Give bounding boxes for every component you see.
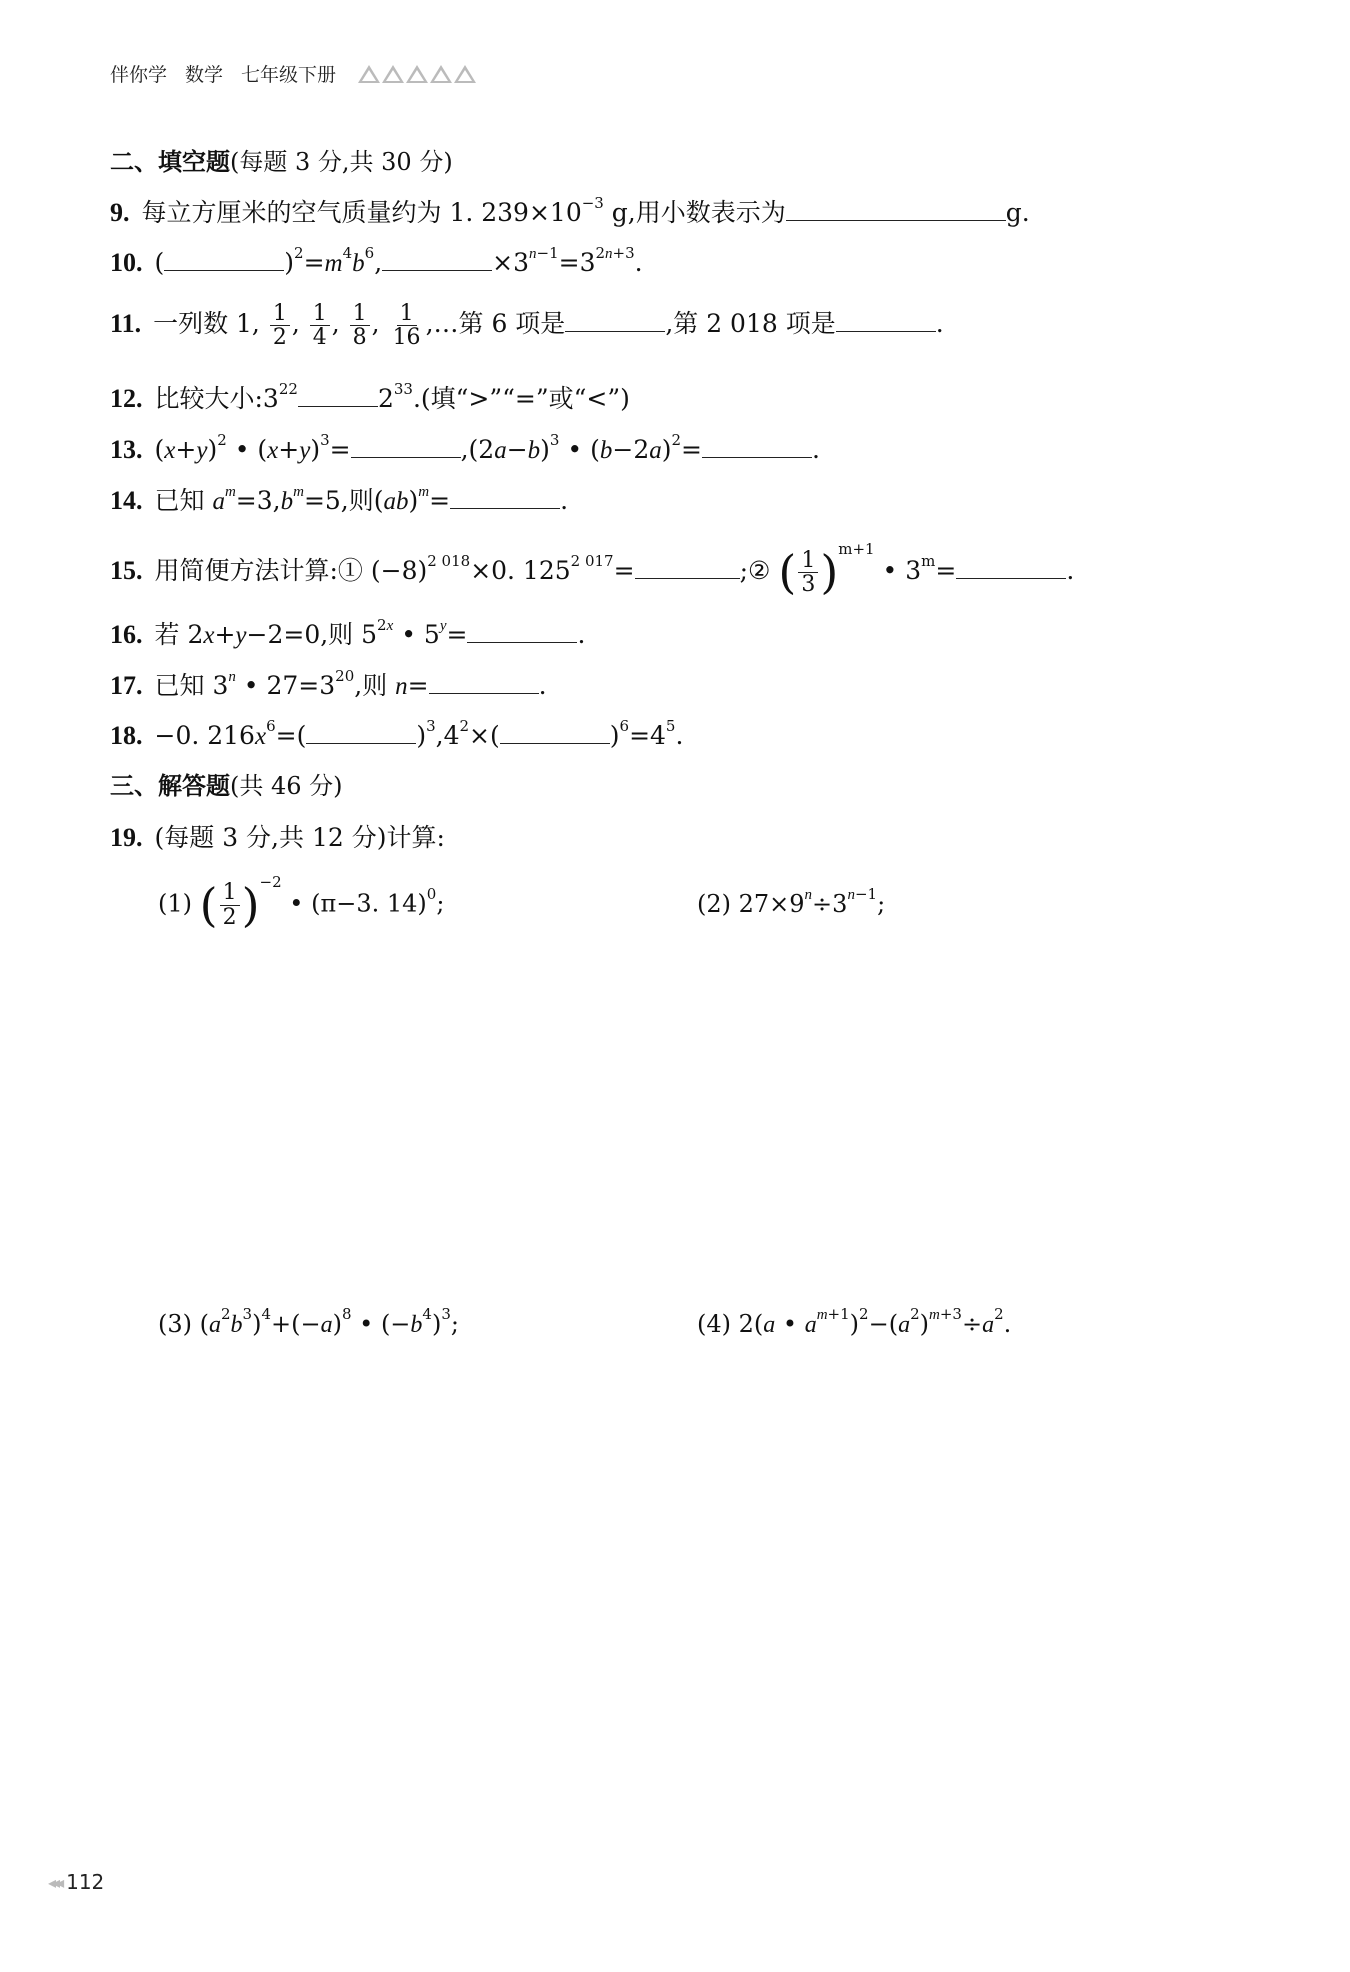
triangle-icon xyxy=(454,65,476,83)
page-number: 112 xyxy=(66,1870,105,1894)
question-18: 18. −0. $216x^6=$( )$^3,4^2\times$( )$^6=4^5$. xyxy=(110,716,684,750)
answer-blank[interactable] xyxy=(351,435,461,458)
answer-blank[interactable] xyxy=(565,309,665,332)
question-15: 15. 用简便方法计算:① $(-8)^{2 018}\times 0$. $125^{2 017}=$ ;② ( $\frac{1}{3}$ )$^{m+1}$ • $3^m=$ . xyxy=(110,539,1075,599)
fraction: $\frac{1}{4}$ xyxy=(310,302,330,349)
section-title-solve: 三、解答题(共 46 分) xyxy=(110,772,343,800)
question-10: 10. ( )$^2=m^4b^6$, $\times 3^{n-1}=3^{2n+3}$. xyxy=(110,243,643,277)
question-12: 12. 比较大小$:3^{22}$ $2^{33}$.(填“>”“=”或“<”) xyxy=(110,379,630,413)
answer-blank[interactable] xyxy=(786,198,1006,221)
subquestion-1: (1) ( $\frac{1}{2}$ )$^{-2}$ • (π−3. 14)$^0$; xyxy=(158,872,445,932)
page-header xyxy=(110,60,476,87)
question-19: 19. (每题 3 分,共 12 分)计算: xyxy=(110,823,445,852)
answer-blank[interactable] xyxy=(956,556,1066,579)
fraction: $\frac{1}{2}$ xyxy=(270,302,290,349)
question-16: 16. 若 2x+y−2=0,则 $5^{2x}$ • $5^y=$ . xyxy=(110,615,586,649)
answer-blank[interactable] xyxy=(450,486,560,509)
question-9: 9. 每立方厘米的空气质量约为 1. $239\times 10^{-3}$ g,用小数表示为 g. xyxy=(110,193,1030,227)
page-footer xyxy=(48,1870,104,1894)
question-17: 17. 已知 3$^n$ • $27=3^{20}$,则 n= . xyxy=(110,666,547,700)
question-14: 14. 已知 $a^m=3,b^m=5$,则(ab)$^m$= . xyxy=(110,483,569,515)
section-title-fill-in: 二、填空题(每题 3 分,共 30 分) xyxy=(110,148,453,176)
triangle-icon xyxy=(382,65,404,83)
question-13: 13. $(x+y)^2$ • $(x+y)^3= ,(2a-b)^3$ • $(b-2a)^2=$ . xyxy=(110,430,820,464)
fraction: $\frac{1}{2}$ xyxy=(220,881,240,928)
answer-blank[interactable] xyxy=(702,435,812,458)
triangle-icon xyxy=(430,65,452,83)
arrow-left-icon: ◂◂◂ xyxy=(48,1872,61,1892)
answer-blank[interactable] xyxy=(836,309,936,332)
answer-blank[interactable] xyxy=(298,384,378,407)
subject-name: 数学 xyxy=(185,64,224,86)
answer-blank[interactable] xyxy=(429,671,539,694)
decorative-triangles xyxy=(358,65,476,83)
book-name: 伴你学 xyxy=(110,64,168,86)
answer-blank[interactable] xyxy=(306,721,416,744)
grade-name: 七年级下册 xyxy=(241,64,337,86)
triangle-icon xyxy=(406,65,428,83)
answer-blank[interactable] xyxy=(467,620,577,643)
question-11: 11. 一列数 1, $\frac{1}{2}$ , $\frac{1}{4}$ , $\frac{1}{8}$ , $\frac{1}{16}$ ,…第 6 项是 ,第 2 018 项是 . xyxy=(110,301,944,351)
triangle-icon xyxy=(358,65,380,83)
fraction: $\frac{1}{3}$ xyxy=(798,549,818,596)
subquestion-2: (2) $27\times 9^n\div 3^{n-1}$; xyxy=(697,885,886,918)
answer-blank[interactable] xyxy=(635,556,740,579)
subquestion-3: (3) $(a^2b^3)^4+(-a)^8$ • $(-b^4)^3$; xyxy=(158,1305,459,1338)
subquestion-4: (4) 2(a • $a^{m+1})^2-(a^2)^{m+3}\div a^2$. xyxy=(697,1305,1012,1338)
fraction: $\frac{1}{8}$ xyxy=(350,302,370,349)
answer-blank[interactable] xyxy=(500,721,610,744)
answer-blank[interactable] xyxy=(164,248,284,271)
answer-blank[interactable] xyxy=(382,248,492,271)
fraction: $\frac{1}{16}$ xyxy=(392,301,421,351)
